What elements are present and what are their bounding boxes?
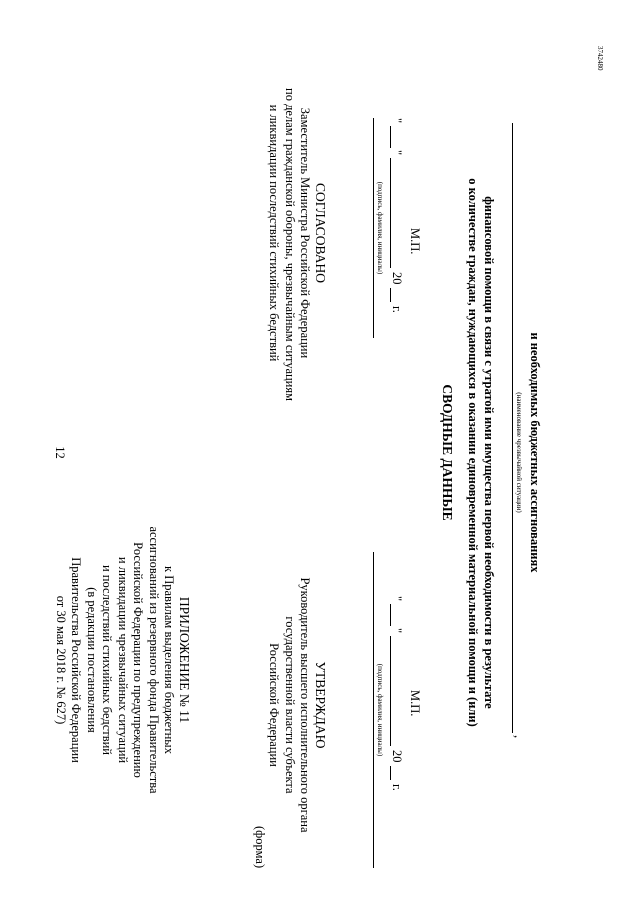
date-year-blank	[390, 766, 391, 780]
appendix-line: и последствий стихийных бедствий	[100, 564, 115, 756]
approved-line: Российской Федерации	[267, 643, 282, 767]
agreed-line: по делам гражданской обороны, чрезвычайным ситуациям	[283, 88, 297, 402]
emergency-name-comma: ,	[512, 735, 526, 739]
emergency-name-line	[512, 123, 513, 733]
date-suffix: г.	[390, 306, 404, 313]
appendix-line: (в редакции постановления	[85, 587, 99, 733]
agreed-line: Заместитель Министра Российской Федерации	[298, 107, 313, 359]
approved-signature-caption: (подпись, фамилия, инициалы)	[376, 663, 384, 757]
appendix-line: и ликвидации чрезвычайных ситуаций	[116, 556, 130, 764]
page-number: 12	[53, 446, 67, 459]
appendix-block	[53, 490, 193, 830]
date-suffix: г.	[390, 784, 404, 791]
summary-line-2: финансовой помощи в связи с утратой ими имущества первой необходимости в результате	[482, 196, 496, 709]
summary-title: СВОДНЫЕ ДАННЫЕ	[440, 384, 455, 521]
appendix-title: ПРИЛОЖЕНИЕ № 11	[177, 596, 192, 724]
appendix-line: Правительства Российской Федерации	[69, 557, 84, 763]
date-day-blank	[390, 604, 391, 626]
appendix-line: Российской Федерации по предупреждению	[131, 542, 146, 778]
agreed-heading: СОГЛАСОВАНО	[313, 183, 328, 283]
summary-line-1: о количестве граждан, нуждающихся в оказании единовременной материальной помощи и (или)	[466, 178, 480, 727]
appendix-line: к Правилам выделения бюджетных	[162, 566, 177, 754]
approved-heading: УТВЕРЖДАЮ	[313, 661, 328, 749]
agreed-stamp: М.П.	[408, 228, 422, 255]
date-quote-open: "	[390, 596, 404, 602]
date-quote-close: "	[390, 628, 404, 634]
approved-line: Руководитель высшего исполнительного органа	[298, 577, 313, 833]
form-label: (форма)	[253, 826, 267, 869]
agreed-date-row	[388, 118, 404, 358]
emergency-name-caption: (наименование чрезвычайной ситуации)	[515, 392, 523, 513]
date-month-blank	[390, 636, 391, 746]
approved-block	[266, 555, 328, 855]
date-day-blank	[390, 126, 391, 148]
date-month-blank	[390, 158, 391, 268]
summary-line-3: и необходимых бюджетных ассигнованиях	[528, 332, 542, 573]
date-year: 20	[390, 750, 404, 763]
date-quote-open: "	[390, 118, 404, 124]
agreed-block	[266, 88, 328, 402]
date-year-blank	[390, 288, 391, 302]
agreed-line: и ликвидации последствий стихийных бедствий	[267, 104, 282, 362]
appendix-line: от 30 мая 2018 г. № 627)	[54, 595, 68, 725]
side-code: 3742480	[596, 46, 604, 71]
approved-date-row	[388, 596, 404, 836]
date-year: 20	[390, 272, 404, 285]
approved-line: государственной власти субъекта	[283, 616, 297, 794]
approved-stamp: М.П.	[408, 690, 422, 717]
date-quote-close: "	[390, 150, 404, 156]
agreed-signature-caption: (подпись, фамилия, инициалы)	[376, 181, 384, 275]
approved-signature-line	[373, 552, 374, 868]
appendix-line: ассигнований из резервного фонда Правительства	[147, 526, 161, 794]
agreed-signature-line	[373, 118, 374, 338]
